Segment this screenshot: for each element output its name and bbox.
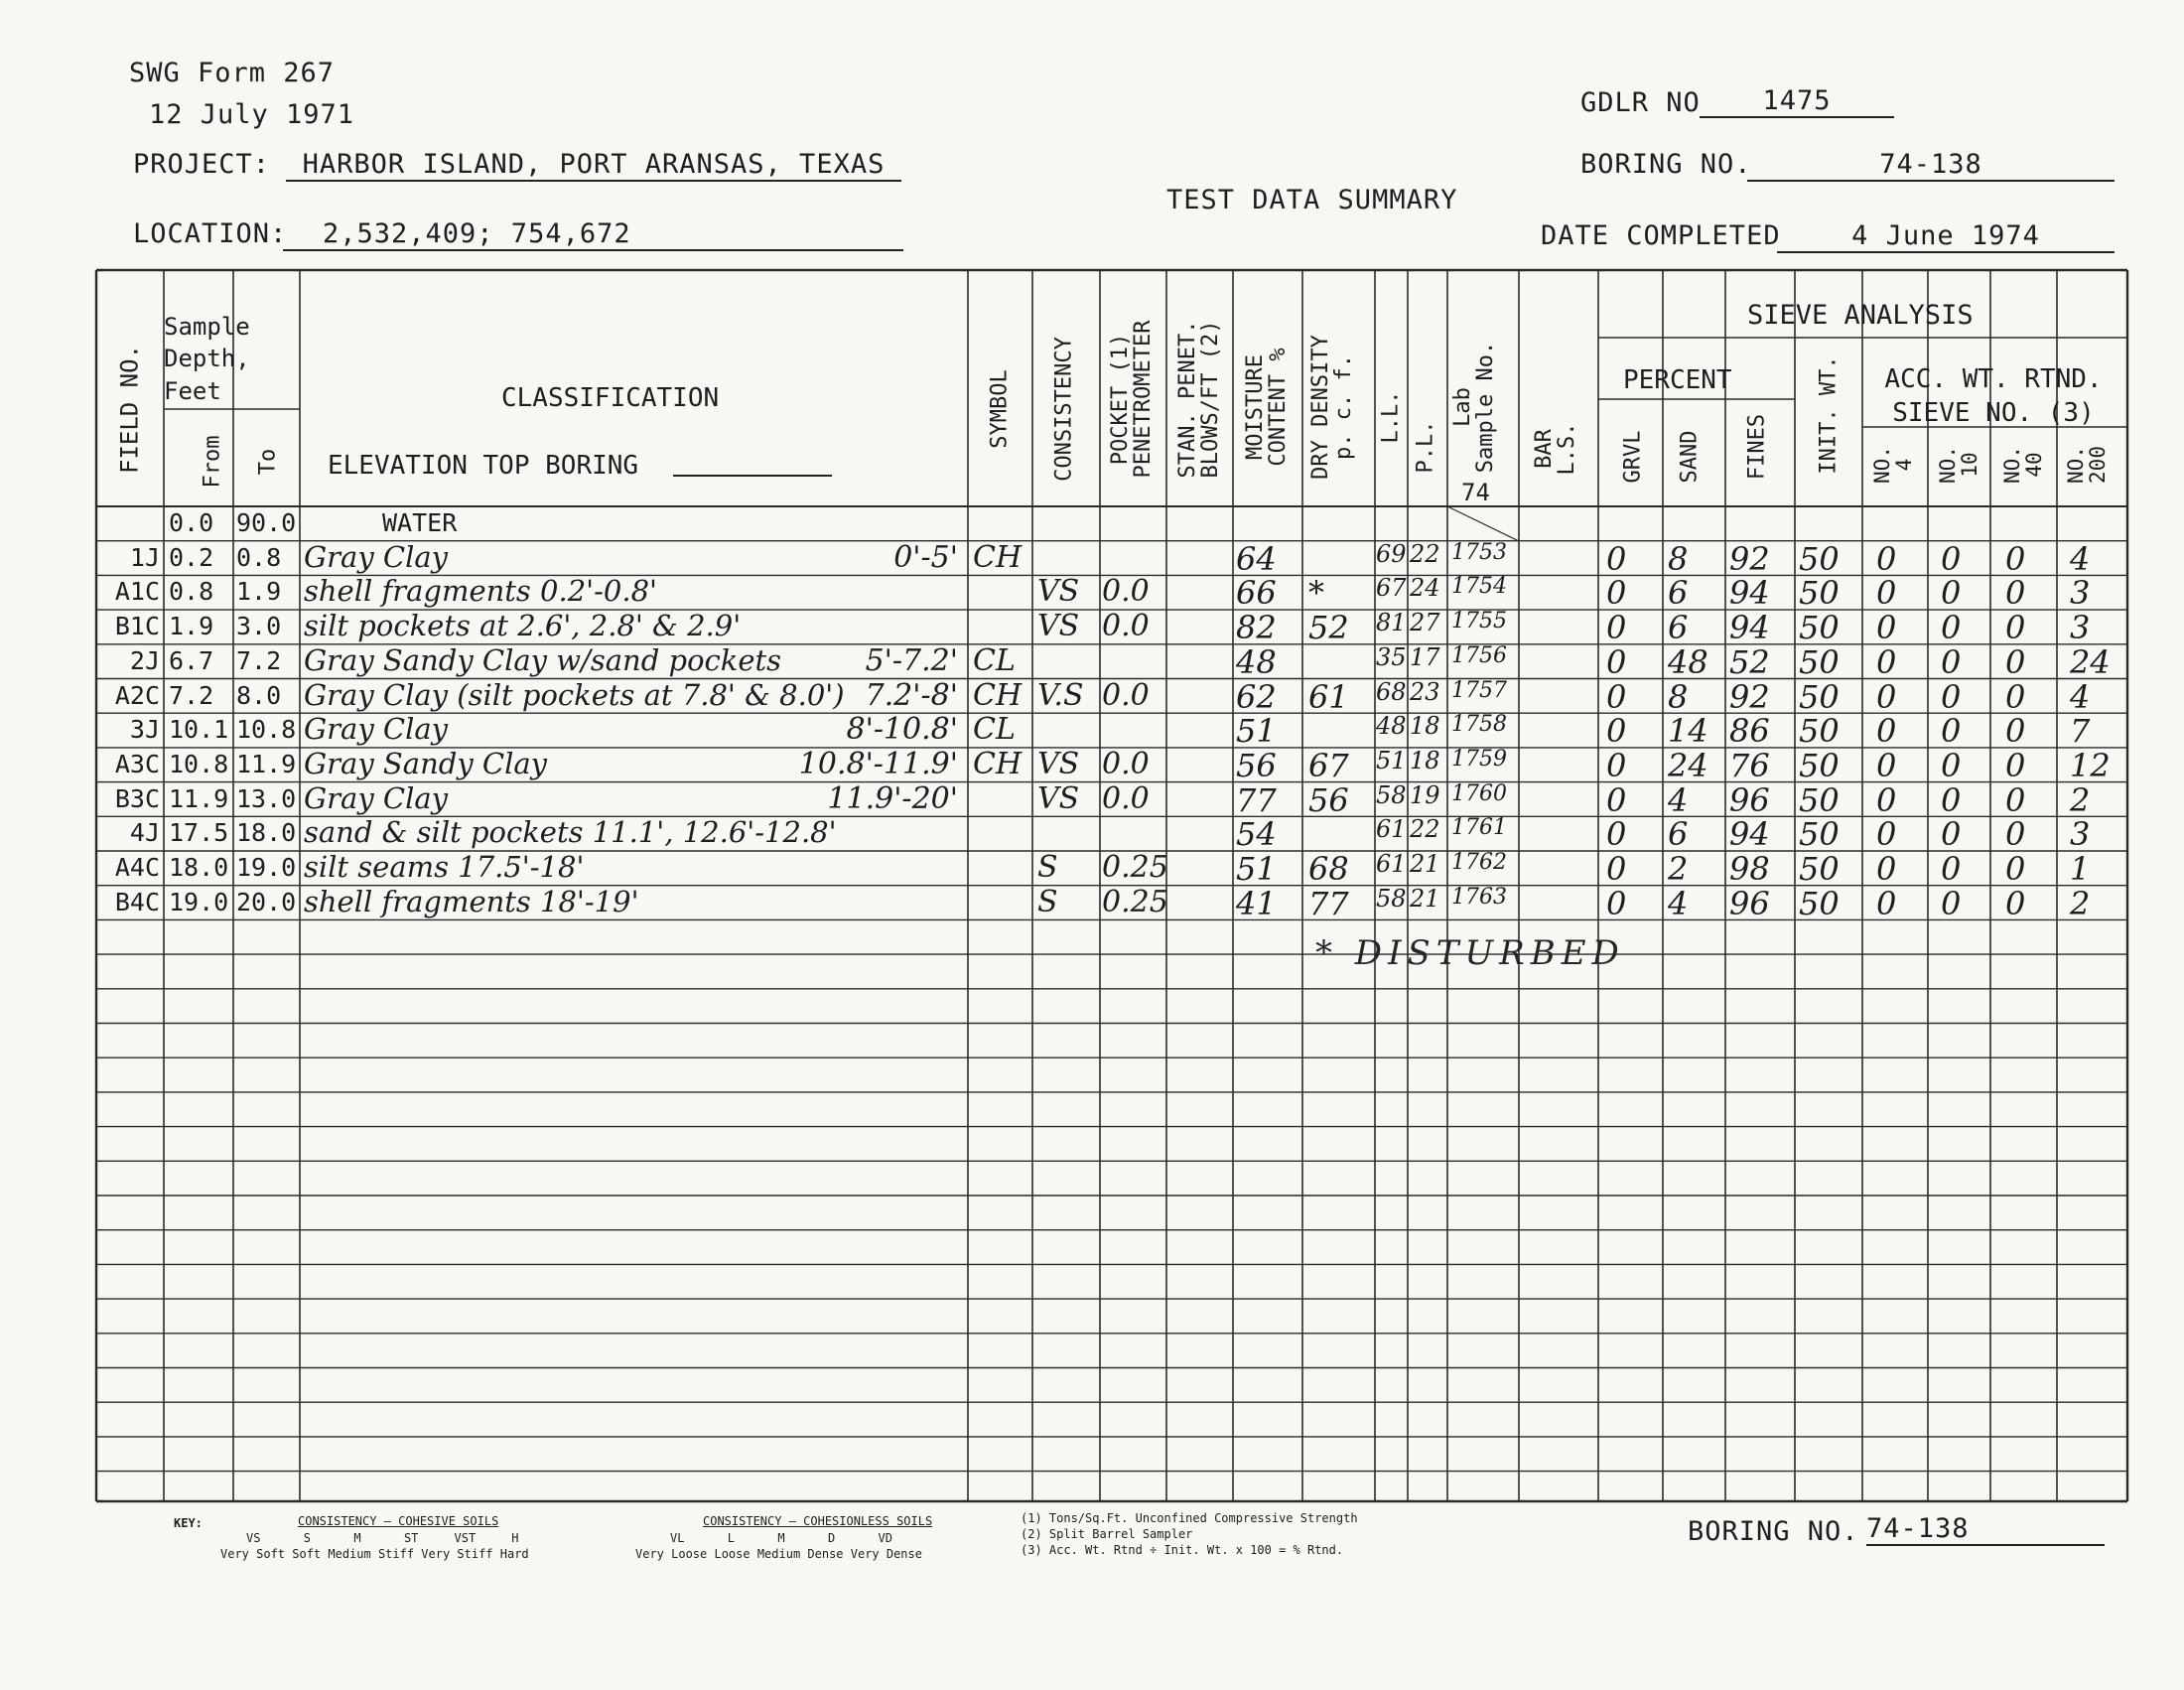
cell-n40: 0 bbox=[2005, 642, 2026, 681]
col-dry-density: DRY DENSITY p. c. f. bbox=[1307, 335, 1356, 480]
page-title: TEST DATA SUMMARY bbox=[1166, 185, 1458, 215]
cell-classification: shell fragments 0.2'-0.8' bbox=[304, 574, 658, 609]
cell-lab: 1756 bbox=[1451, 642, 1507, 668]
cell-moist: 51 bbox=[1236, 712, 1277, 751]
cell-grvl: 0 bbox=[1606, 539, 1627, 578]
cell-fines: 94 bbox=[1729, 815, 1770, 854]
cell-n200: 7 bbox=[2070, 712, 2091, 751]
cell-lab: 1759 bbox=[1451, 746, 1507, 772]
cell-grvl: 0 bbox=[1606, 609, 1627, 647]
col-no40: NO. 40 bbox=[1999, 446, 2046, 484]
col-no10: NO. 10 bbox=[1935, 446, 1981, 484]
cell-n4: 0 bbox=[1876, 780, 1897, 819]
cell-to: 90.0 bbox=[236, 508, 297, 537]
col-ll: L.L. bbox=[1378, 390, 1404, 444]
cell-n40: 0 bbox=[2005, 815, 2026, 854]
cell-cons: VS bbox=[1037, 780, 1080, 816]
cell-cons: VS bbox=[1037, 574, 1080, 610]
cell-to: 19.0 bbox=[236, 853, 297, 882]
cell-field: B4C bbox=[114, 887, 160, 916]
cell-to: 1.9 bbox=[236, 577, 282, 607]
cell-classification: Gray Clay bbox=[304, 712, 449, 747]
cell-field: 3J bbox=[129, 715, 160, 745]
cell-init: 50 bbox=[1799, 712, 1840, 751]
disturbed-note: * DISTURBED bbox=[1315, 933, 1625, 973]
cell-init: 50 bbox=[1799, 539, 1840, 578]
cell-fines: 94 bbox=[1729, 574, 1770, 613]
cell-field: 4J bbox=[129, 818, 160, 848]
cell-grvl: 0 bbox=[1606, 850, 1627, 888]
form-number: SWG Form 267 bbox=[129, 58, 336, 88]
cell-n40: 0 bbox=[2005, 746, 2026, 784]
cell-pl: 21 bbox=[1410, 884, 1440, 913]
cell-moist: 82 bbox=[1236, 609, 1277, 647]
cell-grvl: 0 bbox=[1606, 642, 1627, 681]
cell-n4: 0 bbox=[1876, 746, 1897, 784]
cell-dry: 52 bbox=[1308, 609, 1349, 647]
col-from: From bbox=[200, 435, 225, 489]
cell-ll: 81 bbox=[1376, 609, 1407, 637]
boring-value: 74-138 bbox=[1747, 149, 2115, 182]
col-pl: P.L. bbox=[1413, 420, 1438, 474]
cell-to: 11.9 bbox=[236, 749, 297, 778]
cell-n200: 4 bbox=[2070, 539, 2091, 578]
cell-classification: silt pockets at 2.6', 2.8' & 2.9' bbox=[304, 609, 742, 643]
key-cohesive-title: CONSISTENCY — COHESIVE SOILS bbox=[298, 1514, 499, 1528]
cell-n40: 0 bbox=[2005, 712, 2026, 751]
cell-init: 50 bbox=[1799, 884, 1840, 922]
cell-cons: V.S bbox=[1037, 677, 1084, 713]
col-percent: PERCENT bbox=[1623, 365, 1732, 395]
date-completed-value: 4 June 1974 bbox=[1777, 220, 2115, 253]
cell-n10: 0 bbox=[1941, 677, 1962, 716]
cell-n40: 0 bbox=[2005, 884, 2026, 922]
cell-depth-range: 5'-7.2' bbox=[865, 642, 958, 678]
col-lab-sample: Lab Sample No. bbox=[1449, 341, 1498, 474]
col-init-wt: INIT. WT. bbox=[1816, 355, 1842, 475]
cell-moist: 66 bbox=[1236, 574, 1277, 613]
cell-n40: 0 bbox=[2005, 677, 2026, 716]
col-symbol: SYMBOL bbox=[987, 369, 1013, 449]
cell-moist: 64 bbox=[1236, 539, 1277, 578]
cell-cons: VS bbox=[1037, 609, 1080, 644]
cell-dry: 77 bbox=[1308, 884, 1349, 922]
cell-ll: 61 bbox=[1376, 815, 1407, 844]
cell-fines: 94 bbox=[1729, 609, 1770, 647]
cell-classification: Gray Sandy Clay bbox=[304, 746, 548, 780]
cell-moist: 41 bbox=[1236, 884, 1277, 922]
form-date: 12 July 1971 bbox=[149, 99, 355, 130]
col-elevation: ELEVATION TOP BORING bbox=[328, 451, 639, 481]
cell-n40: 0 bbox=[2005, 609, 2026, 647]
cell-n200: 1 bbox=[2070, 850, 2091, 888]
cell-fines: 92 bbox=[1729, 539, 1770, 578]
cell-symbol: CH bbox=[973, 539, 1023, 575]
cell-from: 10.1 bbox=[169, 715, 229, 745]
cell-moist: 77 bbox=[1236, 780, 1277, 819]
cell-field: A4C bbox=[114, 853, 160, 882]
cell-lab: 1758 bbox=[1451, 712, 1507, 738]
cell-lab: 1757 bbox=[1451, 677, 1507, 703]
cell-n10: 0 bbox=[1941, 712, 1962, 751]
cell-from: 7.2 bbox=[169, 680, 214, 710]
cell-lab: 1754 bbox=[1451, 574, 1507, 600]
cell-to: 18.0 bbox=[236, 818, 297, 848]
cell-init: 50 bbox=[1799, 746, 1840, 784]
boring-label: BORING NO. bbox=[1580, 149, 1752, 180]
cell-lab: 1755 bbox=[1451, 609, 1507, 634]
cell-grvl: 0 bbox=[1606, 712, 1627, 751]
project-label: PROJECT: bbox=[133, 149, 271, 180]
cell-depth-range: 11.9'-20' bbox=[827, 780, 958, 816]
cell-init: 50 bbox=[1799, 574, 1840, 613]
cell-n10: 0 bbox=[1941, 574, 1962, 613]
cell-to: 3.0 bbox=[236, 612, 282, 641]
cell-grvl: 0 bbox=[1606, 815, 1627, 854]
col-fines: FINES bbox=[1744, 413, 1770, 481]
cell-n40: 0 bbox=[2005, 850, 2026, 888]
cell-fines: 96 bbox=[1729, 780, 1770, 819]
col-sieve-analysis: SIEVE ANALYSIS bbox=[1747, 300, 1974, 331]
cell-sand: 8 bbox=[1668, 677, 1689, 716]
cell-n200: 12 bbox=[2070, 746, 2111, 784]
col-sample-depth: Sample Depth, Feet bbox=[164, 313, 250, 405]
cell-n4: 0 bbox=[1876, 539, 1897, 578]
cell-to: 0.8 bbox=[236, 542, 282, 572]
cell-dry: 61 bbox=[1308, 677, 1349, 716]
cell-to: 7.2 bbox=[236, 645, 282, 675]
cell-classification: WATER bbox=[382, 508, 458, 537]
cell-classification: silt seams 17.5'-18' bbox=[304, 850, 585, 884]
cell-from: 1.9 bbox=[169, 612, 214, 641]
cell-sand: 14 bbox=[1668, 712, 1708, 751]
cell-field: 2J bbox=[129, 645, 160, 675]
cell-pl: 24 bbox=[1410, 574, 1440, 603]
col-to: To bbox=[255, 448, 281, 476]
cell-n10: 0 bbox=[1941, 746, 1962, 784]
cell-lab: 1760 bbox=[1451, 780, 1507, 806]
cell-init: 50 bbox=[1799, 815, 1840, 854]
key-cohesionless-terms: Very Loose Loose Medium Dense Very Dense bbox=[635, 1547, 922, 1561]
cell-pocket: 0.0 bbox=[1102, 609, 1150, 644]
cell-n4: 0 bbox=[1876, 850, 1897, 888]
cell-from: 6.7 bbox=[169, 645, 214, 675]
footnote-3: (3) Acc. Wt. Rtnd ÷ Init. Wt. x 100 = % Rtnd. bbox=[1021, 1543, 1344, 1557]
cell-init: 50 bbox=[1799, 609, 1840, 647]
cell-moist: 62 bbox=[1236, 677, 1277, 716]
cell-lab: 1763 bbox=[1451, 884, 1507, 910]
cell-moist: 48 bbox=[1236, 642, 1277, 681]
cell-depth-range: 8'-10.8' bbox=[846, 712, 958, 748]
cell-cons: VS bbox=[1037, 746, 1080, 781]
cell-ll: 68 bbox=[1376, 677, 1407, 706]
cell-n40: 0 bbox=[2005, 780, 2026, 819]
cell-init: 50 bbox=[1799, 677, 1840, 716]
cell-n10: 0 bbox=[1941, 815, 1962, 854]
key-label: KEY: bbox=[174, 1516, 203, 1530]
cell-n10: 0 bbox=[1941, 609, 1962, 647]
cell-n4: 0 bbox=[1876, 642, 1897, 681]
cell-fines: 52 bbox=[1729, 642, 1770, 681]
location-value: 2,532,409; 754,672 bbox=[283, 218, 903, 251]
cell-field: A2C bbox=[114, 680, 160, 710]
cell-ll: 51 bbox=[1376, 746, 1407, 775]
cell-moist: 51 bbox=[1236, 850, 1277, 888]
footer-boring-label: BORING NO. bbox=[1688, 1516, 1859, 1547]
cell-pl: 27 bbox=[1410, 609, 1440, 637]
cell-ll: 58 bbox=[1376, 780, 1407, 809]
cell-field: B3C bbox=[114, 783, 160, 813]
cell-pocket: 0.0 bbox=[1102, 780, 1150, 816]
cell-init: 50 bbox=[1799, 642, 1840, 681]
col-consistency: CONSISTENCY bbox=[1051, 337, 1077, 482]
cell-to: 8.0 bbox=[236, 680, 282, 710]
cell-symbol: CL bbox=[973, 712, 1016, 748]
cell-to: 20.0 bbox=[236, 887, 297, 916]
cell-field: B1C bbox=[114, 612, 160, 641]
lab-diagonal bbox=[1447, 506, 1519, 541]
cell-grvl: 0 bbox=[1606, 780, 1627, 819]
cell-from: 10.8 bbox=[169, 749, 229, 778]
cell-n200: 3 bbox=[2070, 574, 2091, 613]
col-pocket: POCKET (1) PENETROMETER bbox=[1107, 320, 1156, 479]
cell-n200: 4 bbox=[2070, 677, 2091, 716]
cell-n40: 0 bbox=[2005, 574, 2026, 613]
cell-fines: 76 bbox=[1729, 746, 1770, 784]
cell-n10: 0 bbox=[1941, 780, 1962, 819]
cell-cons: S bbox=[1037, 884, 1058, 919]
cell-grvl: 0 bbox=[1606, 746, 1627, 784]
cell-ll: 35 bbox=[1376, 642, 1407, 671]
cell-ll: 69 bbox=[1376, 539, 1407, 568]
cell-dry: * bbox=[1308, 574, 1324, 613]
cell-grvl: 0 bbox=[1606, 884, 1627, 922]
cell-pocket: 0.0 bbox=[1102, 746, 1150, 781]
cell-pl: 23 bbox=[1410, 677, 1440, 706]
cell-grvl: 0 bbox=[1606, 574, 1627, 613]
cell-fines: 96 bbox=[1729, 884, 1770, 922]
cell-pl: 17 bbox=[1410, 642, 1440, 671]
cell-n40: 0 bbox=[2005, 539, 2026, 578]
cell-sand: 6 bbox=[1668, 609, 1689, 647]
lab-prefix: 74 bbox=[1461, 479, 1490, 506]
cell-cons: S bbox=[1037, 850, 1058, 885]
cell-dry: 56 bbox=[1308, 780, 1349, 819]
cell-pl: 18 bbox=[1410, 746, 1440, 775]
cell-n4: 0 bbox=[1876, 712, 1897, 751]
col-grvl: GRVL bbox=[1620, 430, 1646, 484]
cell-symbol: CH bbox=[973, 677, 1023, 713]
footnote-2: (2) Split Barrel Sampler bbox=[1021, 1527, 1193, 1541]
gdlr-value: 1475 bbox=[1700, 85, 1894, 118]
cell-pl: 22 bbox=[1410, 815, 1440, 844]
cell-symbol: CL bbox=[973, 642, 1016, 678]
cell-sand: 48 bbox=[1668, 642, 1708, 681]
cell-pocket: 0.0 bbox=[1102, 677, 1150, 713]
cell-symbol: CH bbox=[973, 746, 1023, 781]
location-label: LOCATION: bbox=[133, 218, 288, 249]
cell-from: 0.0 bbox=[169, 508, 214, 537]
cell-sand: 24 bbox=[1668, 746, 1708, 784]
cell-from: 0.2 bbox=[169, 542, 214, 572]
col-sand: SAND bbox=[1677, 430, 1703, 484]
cell-ll: 58 bbox=[1376, 884, 1407, 913]
col-acc-wt: ACC. WT. RTND. SIEVE NO. (3) bbox=[1884, 364, 2103, 428]
cell-n10: 0 bbox=[1941, 539, 1962, 578]
cell-n10: 0 bbox=[1941, 642, 1962, 681]
cell-lab: 1762 bbox=[1451, 850, 1507, 875]
cell-depth-range: 7.2'-8' bbox=[865, 677, 958, 713]
col-bar: BAR L.S. bbox=[1531, 422, 1579, 476]
elevation-line bbox=[673, 475, 832, 477]
cell-init: 50 bbox=[1799, 850, 1840, 888]
cell-pl: 18 bbox=[1410, 712, 1440, 741]
cell-n4: 0 bbox=[1876, 609, 1897, 647]
cell-n4: 0 bbox=[1876, 677, 1897, 716]
cell-field: 1J bbox=[129, 542, 160, 572]
cell-dry: 67 bbox=[1308, 746, 1349, 784]
cell-dry: 68 bbox=[1308, 850, 1349, 888]
col-stan: STAN. PENET. BLOWS/FT (2) bbox=[1174, 320, 1223, 479]
cell-field: A1C bbox=[114, 577, 160, 607]
cell-n4: 0 bbox=[1876, 884, 1897, 922]
cell-fines: 92 bbox=[1729, 677, 1770, 716]
cell-pocket: 0.25 bbox=[1102, 850, 1168, 885]
cell-from: 17.5 bbox=[169, 818, 229, 848]
gdlr-label: GDLR NO bbox=[1580, 87, 1701, 118]
cell-n200: 24 bbox=[2070, 642, 2111, 681]
cell-n200: 2 bbox=[2070, 884, 2091, 922]
cell-classification: sand & silt pockets 11.1', 12.6'-12.8' bbox=[304, 815, 837, 850]
cell-depth-range: 0'-5' bbox=[893, 539, 958, 575]
cell-n200: 3 bbox=[2070, 609, 2091, 647]
cell-sand: 8 bbox=[1668, 539, 1689, 578]
cell-to: 10.8 bbox=[236, 715, 297, 745]
cell-n10: 0 bbox=[1941, 850, 1962, 888]
cell-sand: 6 bbox=[1668, 815, 1689, 854]
cell-ll: 61 bbox=[1376, 850, 1407, 878]
cell-sand: 2 bbox=[1668, 850, 1689, 888]
cell-fines: 86 bbox=[1729, 712, 1770, 751]
col-no200: NO. 200 bbox=[2063, 446, 2110, 484]
footer-boring-value: 74-138 bbox=[1866, 1513, 2105, 1546]
cell-from: 0.8 bbox=[169, 577, 214, 607]
cell-n200: 2 bbox=[2070, 780, 2091, 819]
col-classification: CLASSIFICATION bbox=[501, 383, 720, 413]
date-completed-label: DATE COMPLETED bbox=[1541, 220, 1781, 251]
cell-moist: 56 bbox=[1236, 746, 1277, 784]
cell-ll: 67 bbox=[1376, 574, 1407, 603]
cell-ll: 48 bbox=[1376, 712, 1407, 741]
cell-classification: Gray Clay bbox=[304, 539, 449, 574]
cell-pl: 22 bbox=[1410, 539, 1440, 568]
cell-from: 11.9 bbox=[169, 783, 229, 813]
key-cohesive-terms: Very Soft Soft Medium Stiff Very Stiff Hard bbox=[220, 1547, 529, 1561]
cell-classification: shell fragments 18'-19' bbox=[304, 884, 639, 918]
project-value: HARBOR ISLAND, PORT ARANSAS, TEXAS bbox=[286, 149, 901, 182]
cell-field: A3C bbox=[114, 749, 160, 778]
cell-pl: 19 bbox=[1410, 780, 1440, 809]
cell-grvl: 0 bbox=[1606, 677, 1627, 716]
cell-init: 50 bbox=[1799, 780, 1840, 819]
footnote-1: (1) Tons/Sq.Ft. Unconfined Compressive Strength bbox=[1021, 1511, 1358, 1525]
cell-from: 18.0 bbox=[169, 853, 229, 882]
col-moisture: MOISTURE CONTENT % bbox=[1242, 348, 1291, 467]
cell-lab: 1753 bbox=[1451, 539, 1507, 565]
cell-sand: 4 bbox=[1668, 780, 1689, 819]
cell-pocket: 0.25 bbox=[1102, 884, 1168, 919]
key-cohesionless-codes: VL L M D VD bbox=[670, 1531, 892, 1545]
cell-n10: 0 bbox=[1941, 884, 1962, 922]
col-no4: NO. 4 bbox=[1869, 446, 1916, 484]
cell-n4: 0 bbox=[1876, 574, 1897, 613]
cell-pl: 21 bbox=[1410, 850, 1440, 878]
cell-pocket: 0.0 bbox=[1102, 574, 1150, 610]
cell-depth-range: 10.8'-11.9' bbox=[798, 746, 958, 781]
col-field-no: FIELD NO. bbox=[115, 344, 144, 475]
cell-classification: Gray Clay bbox=[304, 780, 449, 815]
cell-to: 13.0 bbox=[236, 783, 297, 813]
key-cohesive-codes: VS S M ST VST H bbox=[246, 1531, 519, 1545]
cell-lab: 1761 bbox=[1451, 815, 1507, 841]
cell-from: 19.0 bbox=[169, 887, 229, 916]
cell-sand: 6 bbox=[1668, 574, 1689, 613]
cell-classification: Gray Clay (silt pockets at 7.8' & 8.0') bbox=[304, 677, 845, 712]
cell-classification: Gray Sandy Clay w/sand pockets bbox=[304, 642, 782, 677]
cell-n4: 0 bbox=[1876, 815, 1897, 854]
cell-n200: 3 bbox=[2070, 815, 2091, 854]
cell-sand: 4 bbox=[1668, 884, 1689, 922]
cell-fines: 98 bbox=[1729, 850, 1770, 888]
key-cohesionless-title: CONSISTENCY — COHESIONLESS SOILS bbox=[703, 1514, 933, 1528]
cell-moist: 54 bbox=[1236, 815, 1277, 854]
